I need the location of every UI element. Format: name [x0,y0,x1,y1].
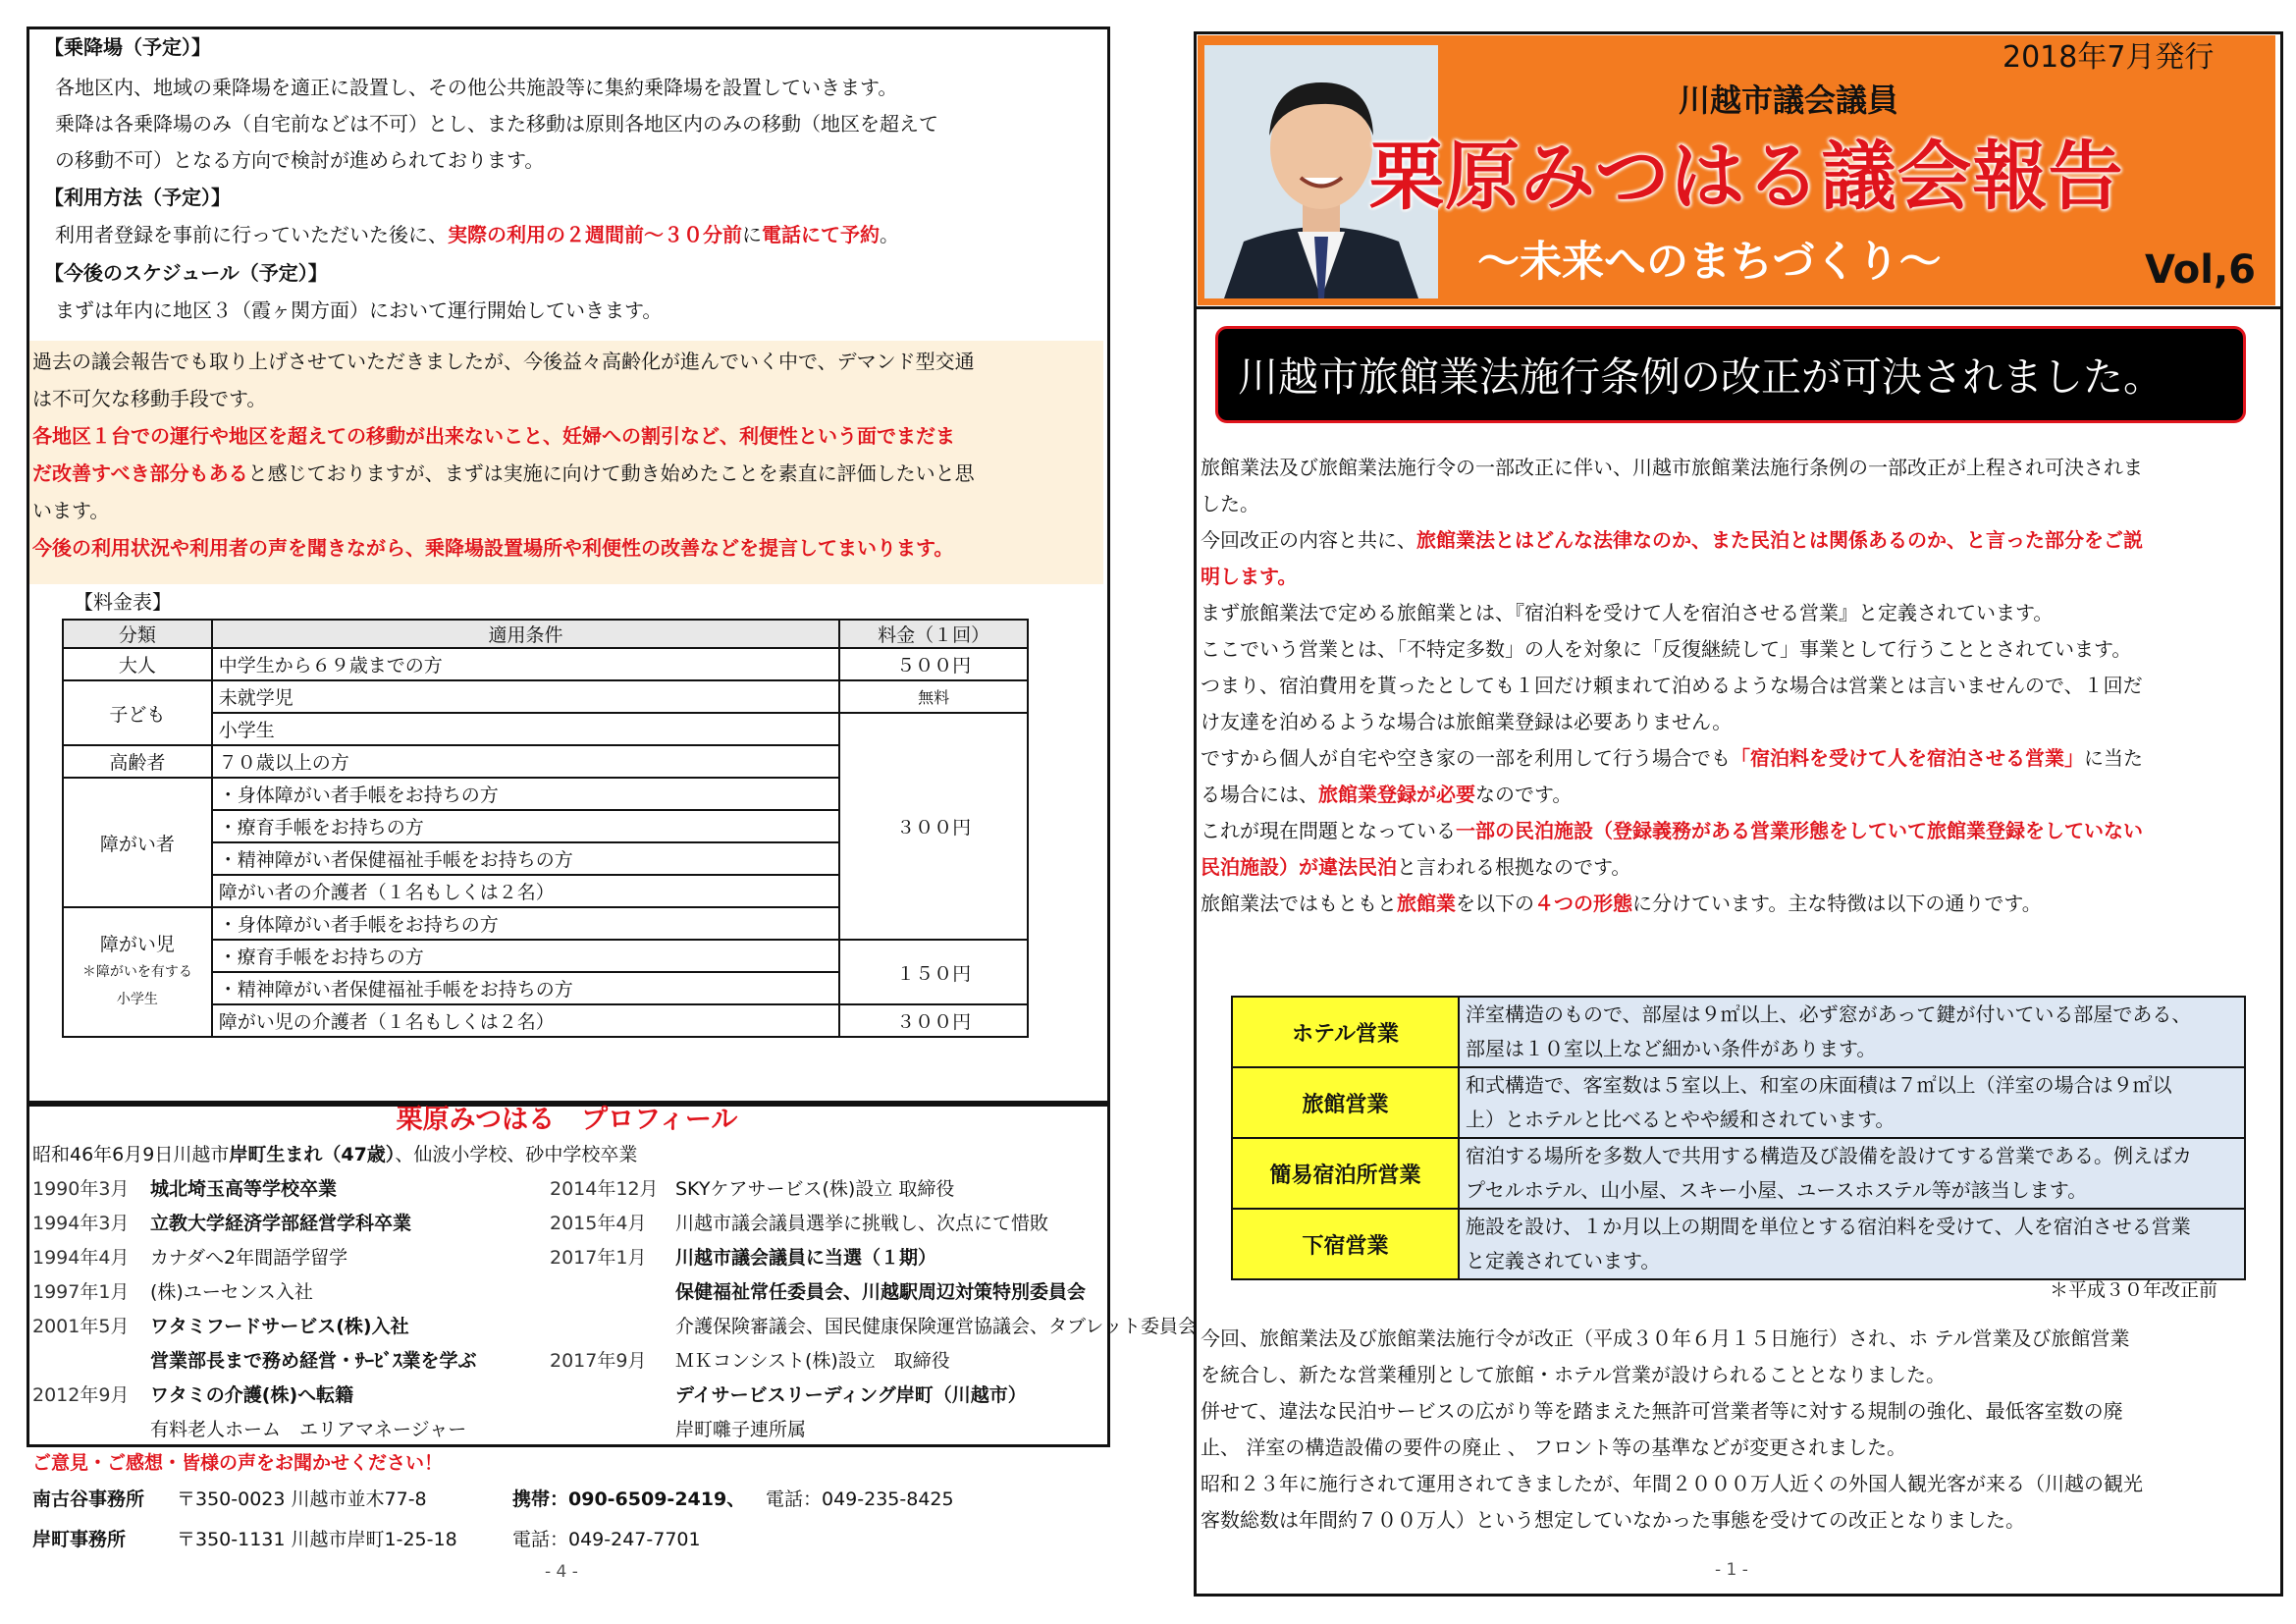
intro-line-4: だ改善すべき部分もあると感じておりますが、まずは実施に向けて動き始めたことを素直に評価したいと思 [32,461,975,485]
fee-cell: 中学生から６９歳までの方 [212,648,840,680]
article-line-1: 旅館業法及び旅館業法施行令の一部改正に伴い、川越市旅館業法施行条例の一部改正が上程され可決されま [1201,456,2143,479]
table-row [63,648,1028,680]
description-line-1: 宿泊する場所を多数人で共用する構造及び設備を設けてする営業である。例えばカ [1466,1144,2192,1167]
fee-cell: 大人 [63,648,212,680]
fee-cell: 障がい児の介護者（１名もしくは２名） [212,1004,840,1037]
career-text: 保健福祉常任委員会、川越駅周辺対策特別委員会 [675,1281,1087,1303]
article-line-11: これが現在問題となっている一部の民泊施設（登録義務がある営業形態をしていて旅館業登録をしていない [1201,819,2143,842]
article-line-12: 民泊施設）が違法民泊と言われる根拠なのです。 [1201,855,1631,879]
fee-cell: ・療育手帳をお持ちの方 [212,940,840,972]
career-row [32,1413,477,1447]
career-text: 立教大学経済学部経営学科卒業 [150,1213,412,1234]
article-line-2: した。 [1201,492,1259,515]
business-type-description [1459,1209,2245,1279]
table-row [1232,997,2245,1067]
career-row [550,1413,1197,1447]
article-line-7: つまり、宿泊費用を貰ったとしても１回だけ頼まれて泊めるような場合は営業とは言いませんので、１回だ [1201,674,2143,697]
fee-cell: ・精神障がい者保健福祉手帳をお持ちの方 [212,972,840,1004]
business-type-description [1459,997,2245,1067]
usage-line: 利用者登録を事前に行っていただいた後に、実際の利用の２週間前～３０分前に電話にて予約。 [55,223,899,246]
career-year [550,1275,675,1310]
career-text: ワタミフードサービス(株)入社 [150,1316,409,1337]
business-type-name: 簡易宿泊所営業 [1232,1138,1459,1209]
office-2-address: 〒350-1131 川越市岸町1-25-18 [177,1529,457,1550]
career-text: 有料老人ホーム エリアマネージャー [150,1419,467,1440]
career-row [32,1172,477,1207]
disabled-child-label: 障がい児 [99,934,175,955]
fee-cell: ７０歳以上の方 [212,745,840,778]
table-row [1232,1209,2245,1279]
fee-header-condition: 適用条件 [212,620,840,648]
intro-line-1: 過去の議会報告でも取り上げさせていただきましたが、今後益々高齢化が進んでいく中で、デマンド型交通 [32,350,975,373]
career-text: 城北埼玉高等学校卒業 [150,1178,338,1200]
fee-cell: ・身体障がい者手帳をお持ちの方 [212,907,840,940]
article-line-9: ですから個人が自宅や空き家の一部を利用して行う場合でも「宿泊料を受けて人を宿泊させる営業」に当た [1201,746,2143,770]
profile-born: 昭和46年6月9日川越市岸町生まれ（47歳）、仙波小学校、砂中学校卒業 [32,1144,638,1165]
fee-cell [63,907,212,1037]
career-row [550,1241,1197,1275]
career-row [32,1275,477,1310]
fee-cell: 無料 [839,680,1028,713]
headline-banner: 川越市旅館業法施行条例の改正が可決されました。 [1215,326,2246,423]
intro-line-6: 今後の利用状況や利用者の声を聞きながら、乗降場設置場所や利便性の改善などを提言してまいります。 [32,536,954,560]
page-number-right: - 1 - [1715,1560,1748,1580]
career-year: 1994年4月 [32,1247,130,1269]
career-row [550,1379,1197,1413]
article-line-5: まず旅館業法で定める旅館業とは、『宿泊料を受けて人を宿泊させる営業』と定義されています。 [1201,601,2054,624]
career-text: カナダへ2年間語学留学 [150,1247,348,1269]
fee-cell: 子ども [63,680,212,745]
career-year: 1997年1月 [32,1281,130,1303]
fee-cell: 未就学児 [212,680,840,713]
intro-line-5: います。 [32,499,110,522]
disabled-child-note-2: 小学生 [116,992,158,1007]
career-year: 2014年12月 [550,1178,659,1200]
career-text: 介護保険審議会、国民健康保険運営協議会、タブレット委員会 [675,1316,1198,1337]
description-line-1: 和式構造で、客室数は５室以上、和室の床面積は７㎡以上（洋室の場合は９㎡以 [1466,1073,2172,1097]
career-year [550,1413,675,1447]
fee-cell: ３００円 [839,713,1028,940]
career-year [550,1310,675,1344]
office-1-address: 〒350-0023 川越市並木77-8 [177,1489,427,1510]
article-line-8: け友達を泊めるような場合は旅館業登録は必要ありません。 [1201,710,1733,733]
revision-line-1: 今回、旅館業法及び旅館業法施行令が改正（平成３０年６月１５日施行）され、ホ テル営業及び旅館営業 [1201,1326,2130,1350]
fee-cell: 小学生 [212,713,840,745]
types-footnote: ＊平成３０年改正前 [2050,1279,2218,1301]
boarding-line-3: の移動不可）となる方向で検討が進められております。 [55,148,545,172]
career-text: 川越市議会議員に当選（１期） [675,1247,937,1269]
career-year: 1990年3月 [32,1178,130,1200]
career-year: 2017年1月 [550,1247,647,1269]
article-line-4: 明します。 [1201,565,1298,588]
report-title: 栗原みつはる議会報告 [1369,133,2124,220]
fee-cell: ・精神障がい者保健福祉手帳をお持ちの方 [212,842,840,875]
career-year [550,1379,675,1413]
business-type-name: ホテル営業 [1232,997,1459,1067]
career-year [32,1413,150,1447]
career-row [32,1344,477,1379]
usage-heading: 【利用方法（予定）】 [44,186,231,209]
business-type-description [1459,1138,2245,1209]
fee-cell: １５０円 [839,940,1028,1004]
fee-cell: 障がい者の介護者（１名もしくは２名） [212,875,840,907]
fee-table-title: 【料金表】 [74,590,172,614]
office-1-phone: 電話：049-235-8425 [766,1489,954,1510]
fee-cell: ５００円 [839,648,1028,680]
career-year: 2012年9月 [32,1384,130,1406]
office-2-name: 岸町事務所 [32,1529,127,1550]
description-line-2: 上）とホテルと比べるとやや緩和されています。 [1466,1108,1896,1131]
career-row [550,1310,1197,1344]
profile-title: 栗原みつはる プロフィール [396,1105,738,1135]
volume-number: Vol,6 [2145,247,2256,293]
fee-table [62,619,1029,1038]
fee-header-category: 分類 [63,620,212,648]
boarding-heading: 【乗降場（予定）】 [44,35,211,59]
page-number-left: - 4 - [545,1562,578,1582]
career-year: 1994年3月 [32,1213,130,1234]
career-row [550,1344,1197,1379]
office-2-phone: 電話：049-247-7701 [512,1529,701,1550]
career-text: SKYケアサービス(株)設立 取締役 [675,1178,955,1200]
description-line-2: プセルホテル、山小屋、スキー小屋、ユースホステル等が該当します。 [1466,1178,2088,1202]
career-text: ＭＫコンシスト(株)設立 取締役 [675,1350,950,1372]
career-text: デイサービスリーディング岸町（川越市） [675,1384,1027,1406]
business-types-table [1231,996,2246,1280]
career-text: 川越市議会議員選挙に挑戦し、次点にて惜敗 [675,1213,1049,1234]
intro-line-3: 各地区１台での運行や地区を超えての移動が出来ないこと、妊婦への割引など、利便性という面でまだま [32,424,955,448]
description-line-1: 洋室構造のもので、部屋は９㎡以上、必ず窓があって鍵が付いている部屋である、 [1466,1002,2192,1026]
fee-cell: 障がい者 [63,778,212,907]
career-year: 2001年5月 [32,1316,130,1337]
profile-col-2 [550,1172,1197,1447]
career-text: 岸町囃子連所属 [675,1419,807,1440]
career-text: 営業部長まで務め経営・ｻｰﾋﾞｽ業を学ぶ [150,1350,477,1372]
header-rule [1194,306,2280,309]
table-row [63,680,1028,713]
article-line-10: る場合には、旅館業登録が必要なのです。 [1201,783,1573,806]
revision-line-3: 併せて、違法な民泊サービスの広がり等を踏まえた無許可営業者等に対する規制の強化、最低客室数の廃 [1201,1399,2123,1423]
office-1-mobile: 携帯：090-6509-2419、 [512,1489,746,1510]
career-text: ワタミの介護(株)へ転籍 [150,1384,354,1406]
revision-line-5: 昭和２３年に施行されて運用されてきましたが、年間２０００万人近くの外国人観光客が来る（川越の観光 [1201,1472,2143,1495]
career-year [32,1344,150,1379]
issue-date: 2018年7月発行 [2002,40,2215,75]
revision-line-4: 止、 洋室の構造設備の要件の廃止 、 フロント等の基準などが変更されました。 [1201,1435,1907,1459]
career-year: 2017年9月 [550,1350,647,1372]
schedule-heading: 【今後のスケジュール（予定）】 [44,261,328,285]
career-row [550,1172,1197,1207]
career-row [32,1379,477,1413]
revision-line-2: を統合し、新たな営業種別として旅館・ホテル営業が設けられることとなりました。 [1201,1363,1946,1386]
business-type-description [1459,1067,2245,1138]
feedback-invite: ご意見・ご感想・皆様の声をお聞かせください！ [32,1452,444,1474]
boarding-line-2: 乗降は各乗降場のみ（自宅前などは不可）とし、また移動は原則各地区内のみの移動（地区を超えて [55,112,938,135]
fee-header-price: 料金（１回） [839,620,1028,648]
career-row [550,1207,1197,1241]
boarding-line-1: 各地区内、地域の乗降場を適正に設置し、その他公共施設等に集約乗降場を設置していきます。 [55,76,898,99]
report-subtitle: 川越市議会議員 [1679,81,1899,119]
business-type-name: 下宿営業 [1232,1209,1459,1279]
disabled-child-note-1: ＊障がいを有する [81,964,192,980]
table-row [1232,1067,2245,1138]
career-row [32,1207,477,1241]
table-row [63,620,1028,648]
fee-cell: ３００円 [839,1004,1028,1037]
fee-cell: ・身体障がい者手帳をお持ちの方 [212,778,840,810]
career-text: (株)ユーセンス入社 [150,1281,313,1303]
report-tagline: ～未来へのまちづくり～ [1477,238,1942,287]
career-row [32,1241,477,1275]
career-row [550,1275,1197,1310]
revision-line-6: 客数総数は年間約７００万人）という想定していなかった事態を受けての改正となりました。 [1201,1508,2025,1532]
article-line-6: ここでいう営業とは、「不特定多数」の人を対象に「反復継続して」事業として行うこととされています。 [1201,637,2132,661]
office-1-name: 南古谷事務所 [32,1489,145,1510]
career-row [32,1310,477,1344]
business-type-name: 旅館営業 [1232,1067,1459,1138]
description-line-2: と定義されています。 [1466,1249,1661,1272]
career-year: 2015年4月 [550,1213,647,1234]
article-line-3: 今回改正の内容と共に、旅館業法とはどんな法律なのか、また民泊とは関係あるのか、と言った部分をご説 [1201,528,2143,552]
description-line-2: 部屋は１０室以上など細かい条件があります。 [1466,1037,1877,1060]
profile-col-1 [32,1172,477,1447]
fee-cell: 高齢者 [63,745,212,778]
article-line-13: 旅館業法ではもともと旅館業を以下の４つの形態に分けています。主な特徴は以下の通りです。 [1201,892,2042,915]
fee-cell: ・療育手帳をお持ちの方 [212,810,840,842]
schedule-line: まずは年内に地区３（霞ヶ関方面）において運行開始していきます。 [55,298,663,322]
intro-line-2: は不可欠な移動手段です。 [32,387,267,410]
table-row [1232,1138,2245,1209]
description-line-1: 施設を設け、１か月以上の期間を単位とする宿泊料を受けて、人を宿泊させる営業 [1466,1215,2191,1238]
